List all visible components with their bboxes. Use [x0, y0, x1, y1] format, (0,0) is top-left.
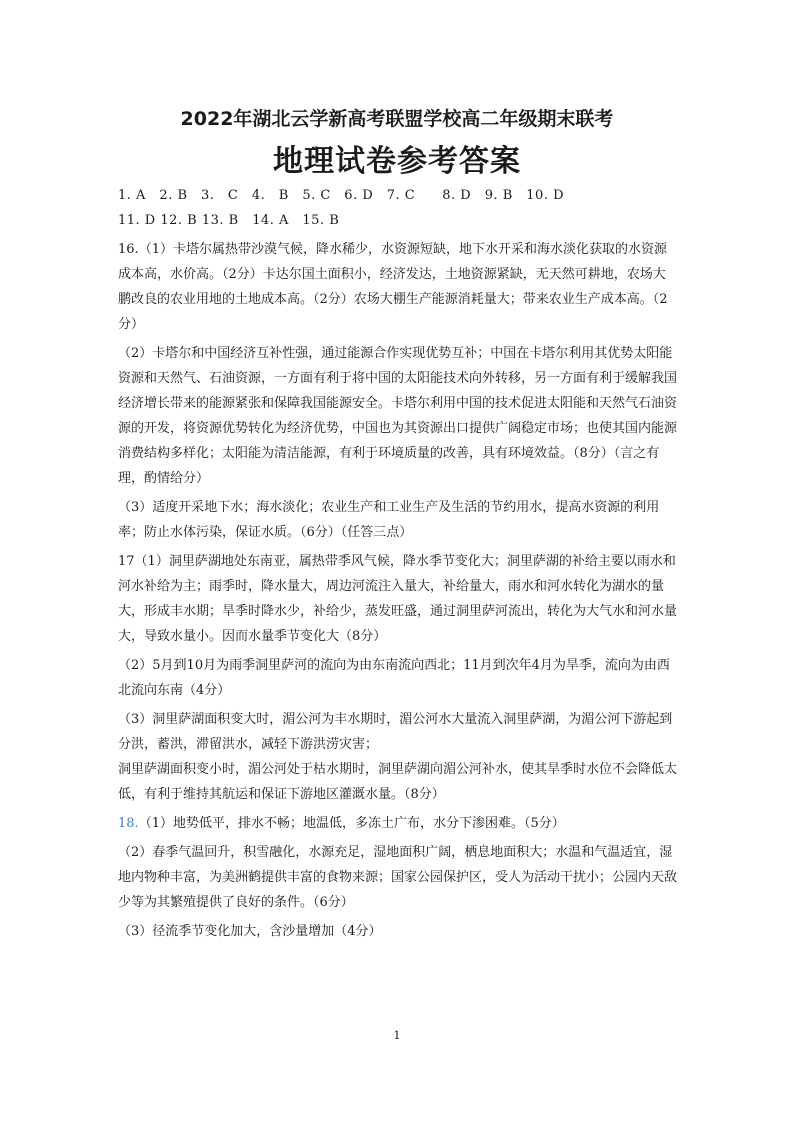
- page-number: 1: [393, 1029, 401, 1042]
- answer-content: [118, 183, 678, 944]
- q17-part1: 17（1）洞里萨湖地处东南亚，属热带季风气候，降水季节变化大；洞里萨湖的补给主要以雨水和河水补给为主；雨季时，降水量大，周边河流注入量大，补给量大，雨水和河水转化为湖水的量大，形成丰水期；旱季时降水少，补给少，蒸发旺盛，通过洞里萨河流出，转化为大气水和河水量大，导致水量小。因而水量季节变化大（8分）: [118, 554, 678, 644]
- q18-number: 18.: [118, 816, 139, 831]
- exam-title: 2022年湖北云学新高考联盟学校高二年级期末联考: [180, 108, 614, 130]
- q16-number: 16.: [118, 242, 139, 257]
- q17-part3: （3）洞里萨湖面积变大时，湄公河为丰水期时，湄公河水大量流入洞里萨湖，为湄公河下游起到分洪，蓄洪，滞留洪水，减轻下游洪涝灾害；: [118, 712, 673, 752]
- q18-part2: （2）春季气温回升，积雪融化，水源充足，湿地面积广阔，栖息地面积大；水温和气温适宜，湿地内物种丰富，为美洲鹤提供丰富的食物来源；国家公园保护区，受人为活动干扰小；公园内天敌少等为其繁殖提供了良好的条件。（6分）: [118, 845, 678, 910]
- q16-part2: （2）卡塔尔和中国经济互补性强，通过能源合作实现优势互补；中国在卡塔尔利用其优势太阳能资源和天然气、石油资源，一方面有利于将中国的太阳能技术向外转移，另一方面有利于缓解我国经济增长带来的能源紧张和保障我国能源安全。卡塔尔利用中国的技术促进太阳能和天然气石油资源的开发，将资源优势转化为经济优势，中国也为其资源出口提供广阔稳定市场；也使其国内能源消费结构多样化；太阳能为清洁能源，有利于环境质量的改善，具有环境效益。（8分）（言之有理，酌情给分）: [118, 346, 678, 486]
- q18-part3: （3）径流季节变化加大，含沙量增加（4分）: [118, 924, 382, 939]
- q18-part1-text: （1）地势低平，排水不畅；地温低，多冻土广布，水分下渗困难。（5分）: [138, 816, 565, 831]
- document-title: 地理试卷参考答案: [273, 144, 521, 179]
- q16-part1-text: （1）卡塔尔属热带沙漠气候，降水稀少，水资源短缺，地下水开采和海水淡化获取的水资源成本高，水价高。（2分）卡达尔国土面积小，经济发达，土地资源紧缺，无天然可耕地，农场大鹏改良的农业用地的土地成本高。（2分）农场大棚生产能源消耗量大；带来农业生产成本高。（2分）: [118, 242, 668, 332]
- q16-part3: （3）适度开采地下水；海水淡化；农业生产和工业生产及生活的节约用水，提高水资源的利用率；防止水体污染，保证水质。（6分）（任答三点）: [118, 500, 660, 540]
- q18-part1: [118, 811, 678, 836]
- mc-answers-line-2: 11. D 12. B 13. B 14. A 15. B: [118, 213, 340, 228]
- q17-part2: （2）5月到10月为雨季洞里萨河的流向为由东南流向西北；11月到次年4月为旱季，流向为由西北流向东南（4分）: [118, 658, 670, 698]
- q17-part3-continued: 洞里萨湖面积变小时，湄公河处于枯水期时，洞里萨湖向湄公河补水，使其旱季时水位不会降低太低，有利于维持其航运和保证下游地区灌溉水量。（8分）: [118, 762, 678, 802]
- mc-answers-line-1: 1. A 2. B 3. C 4. B 5. C 6. D 7. C 8. D 9. B 10. D: [118, 188, 565, 203]
- q16-part1: [118, 237, 678, 337]
